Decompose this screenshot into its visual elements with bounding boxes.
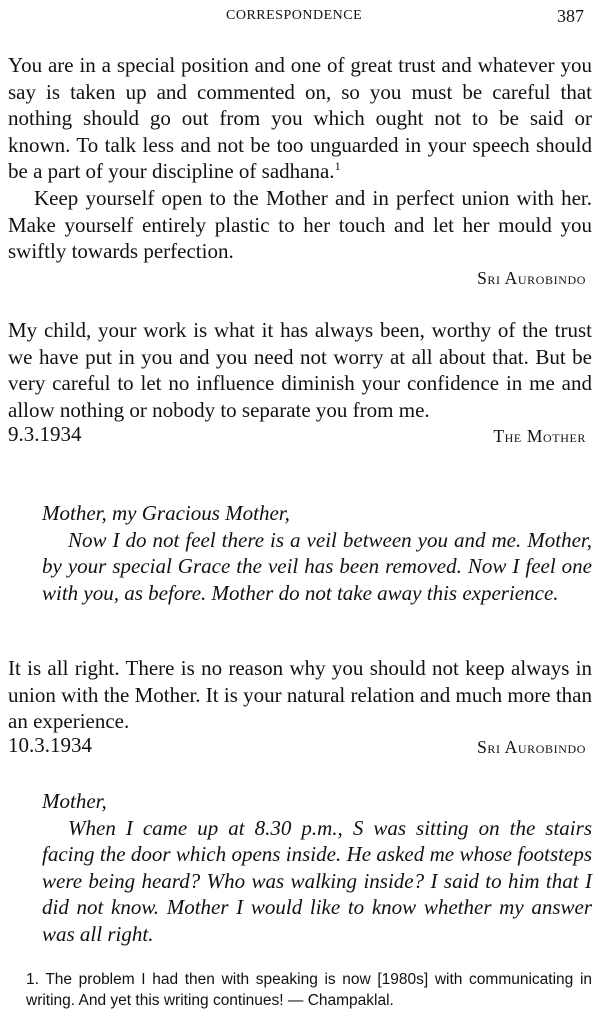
date-1: 9.3.1934 (8, 422, 82, 446)
signature-sri-aurobindo-1: Sri Aurobindo (477, 268, 586, 288)
paragraph-4 (8, 655, 592, 735)
letter-2 (42, 788, 592, 948)
signature-sri-aurobindo-2: Sri Aurobindo (477, 737, 586, 757)
paragraph-2 (8, 185, 592, 265)
paragraph-1-body: You are in a special position and one of great trust and whatever you say is taken up and commented on, so you must be careful that nothing should go out from you which ought not to be said or known. To talk less and not be too unguarded in your speech should be a part of your discipline of sadhana. (8, 53, 592, 184)
page-number: 387 (557, 6, 584, 26)
letter-1-salutation: Mother, my Gracious Mother, (42, 501, 290, 525)
paragraph-3-text: My child, your work is what it has always been, worthy of the trust we have put in you and you need not worry at all about that. But be very careful to let no influence diminish your confidence in me and allow nothing or nobody to separate you from me. (8, 318, 592, 422)
date-2: 10.3.1934 (8, 733, 92, 757)
letter-2-salutation: Mother, (42, 789, 107, 813)
signature-the-mother: The Mother (493, 426, 586, 446)
page-header (0, 6, 600, 30)
paragraph-3 (8, 317, 592, 423)
paragraph-1-text (8, 52, 592, 185)
letter-1 (42, 500, 592, 606)
footnote-marker: 1. (26, 971, 39, 988)
footnote (26, 970, 592, 1011)
letter-2-body: When I came up at 8.30 p.m., S was sitting on the stairs facing the door which opens inside. He asked me whose footsteps were being heard? Who was walking inside? I said to him that I did not know. Mother I would like to know whether my answer was all right. (42, 815, 592, 946)
paragraph-2-text: Keep yourself open to the Mother and in perfect union with her. Make yourself entirely plastic to her touch and let her mould you swiftly towards perfection. (8, 186, 592, 264)
footnote-text: The problem I had then with speaking is now [1980s] with communicating in writing. And yet this writing continues! — Champaklal. (26, 971, 593, 1009)
letter-1-body: Now I do not feel there is a veil between you and me. Mother, by your special Grace the veil has been removed. Now I feel one with you, as before. Mother do not take away this experience. (42, 527, 592, 605)
footnote-reference: 1 (334, 159, 341, 174)
paragraph-1 (8, 52, 592, 185)
paragraph-4-text: It is all right. There is no reason why you should not keep always in union with the Mother. It is your natural relation and much more than an experience. (8, 656, 592, 734)
running-title: CORRESPONDENCE (226, 8, 363, 23)
